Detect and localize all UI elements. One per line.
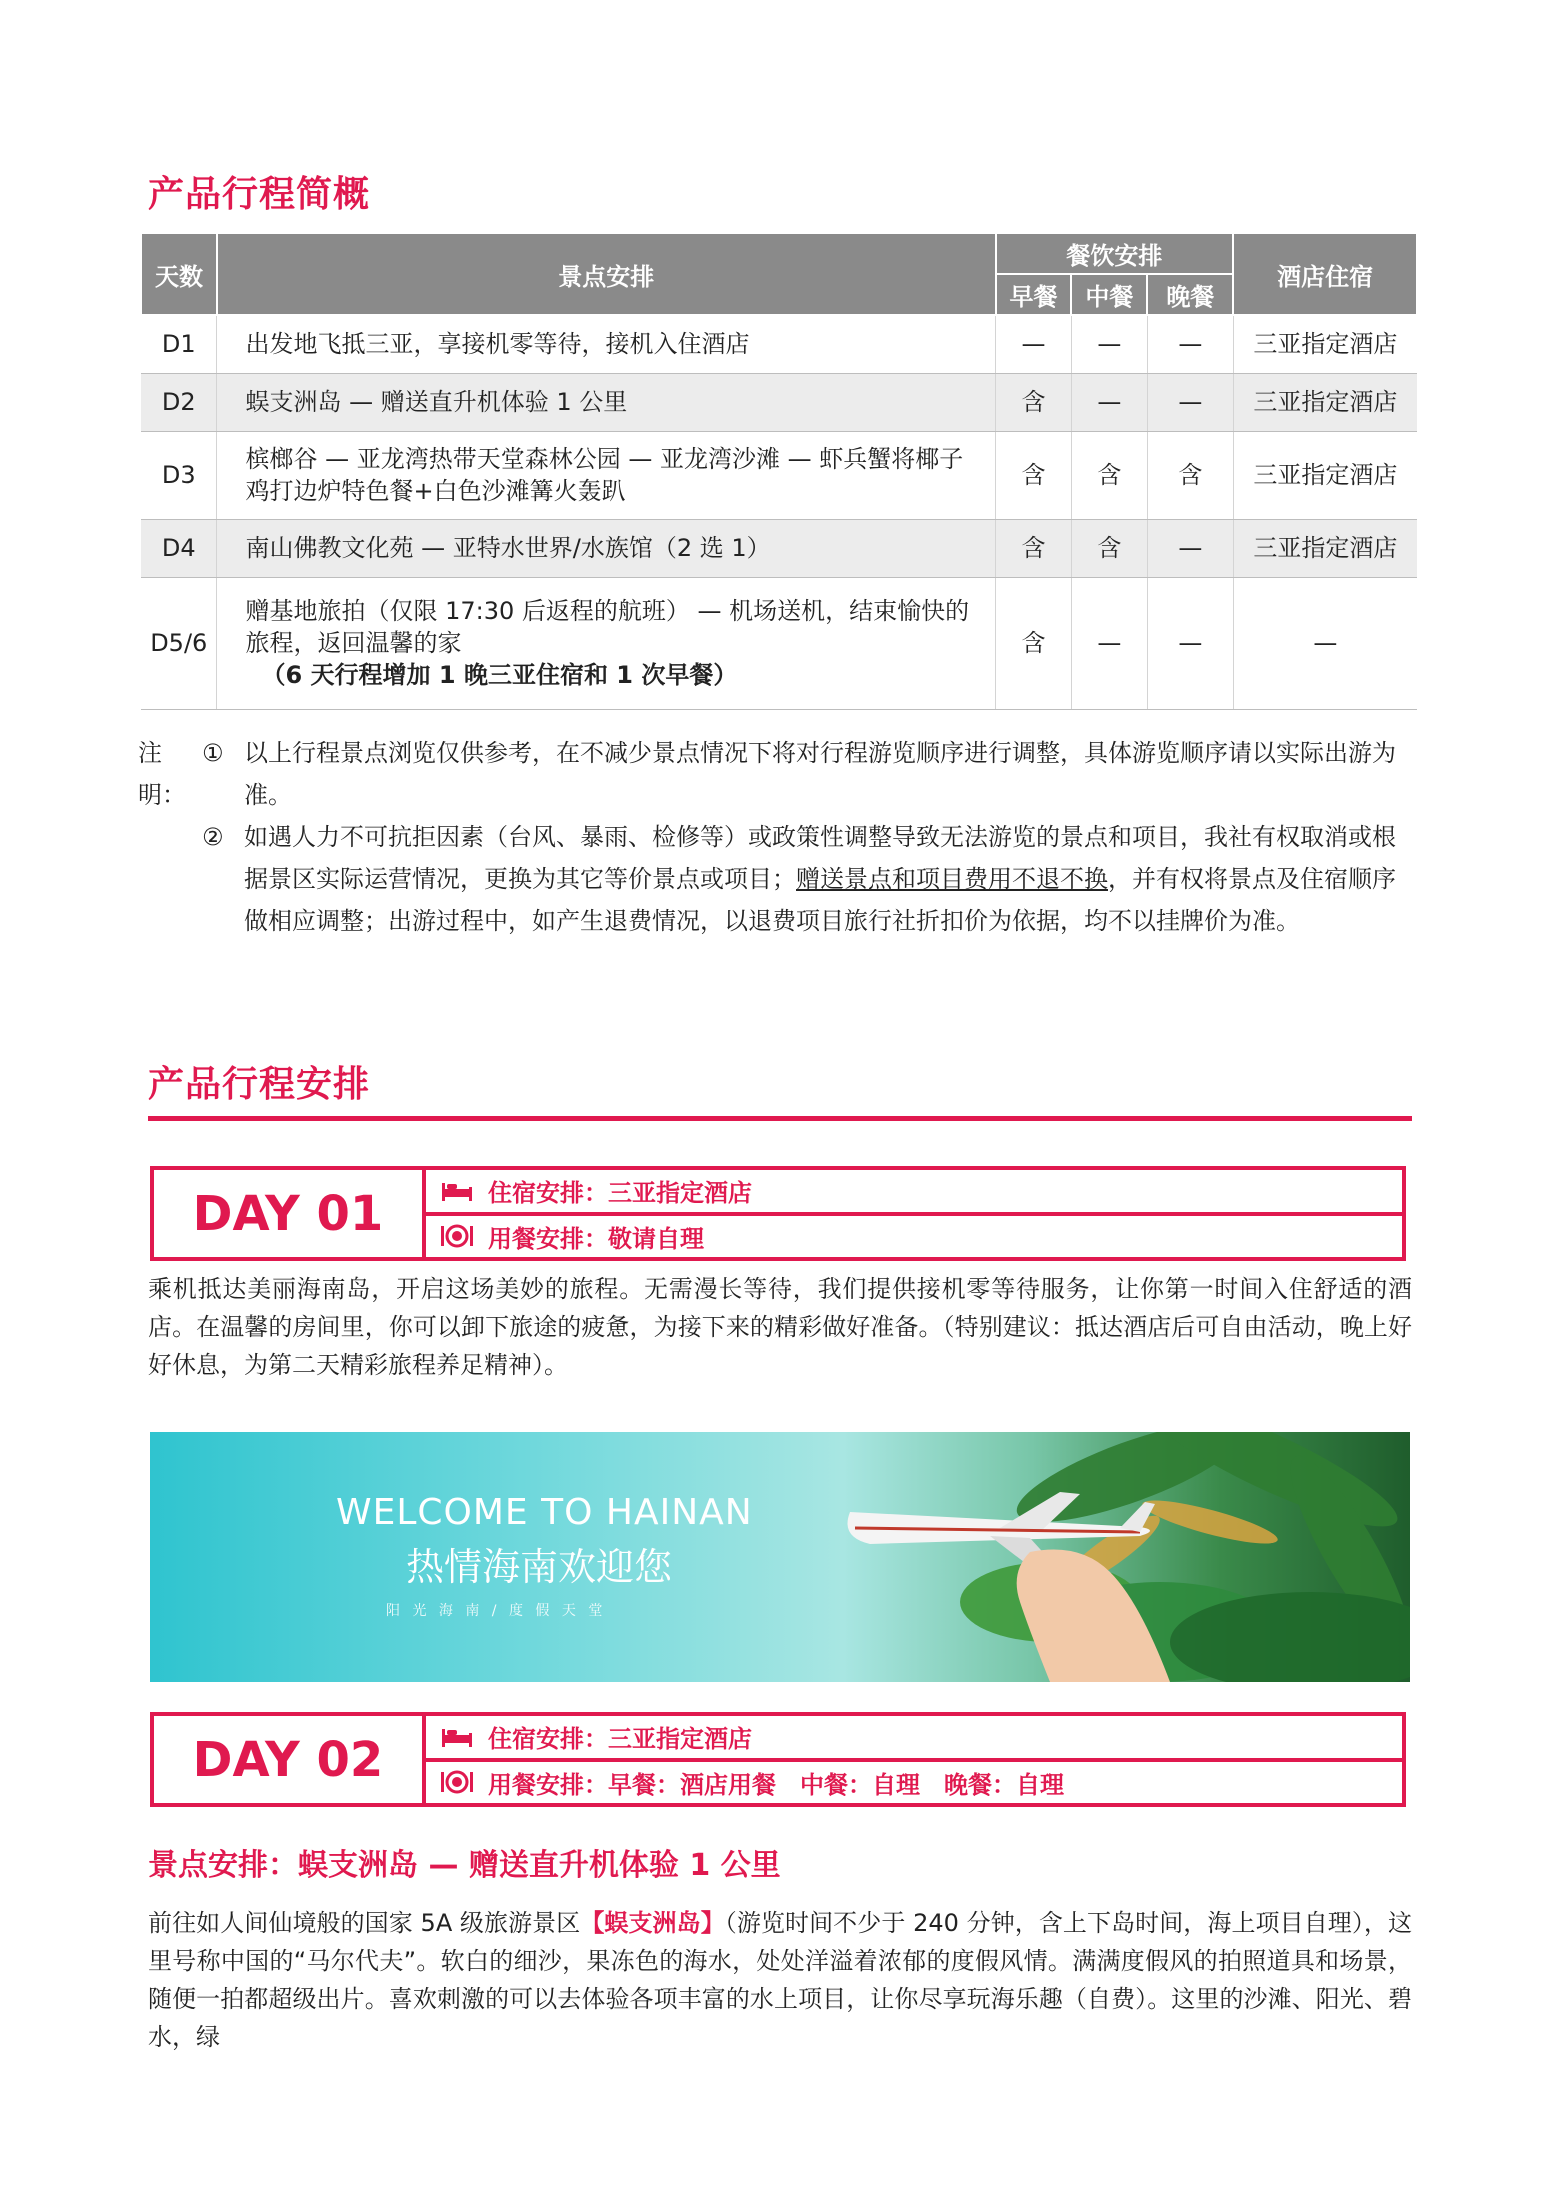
note-1-mark: ① bbox=[202, 739, 224, 767]
day2-meals: 用餐安排：早餐：酒店用餐 中餐：自理 晚餐：自理 bbox=[488, 1770, 1064, 1799]
banner-subtitle: 阳 光 海 南 / 度 假 天 堂 bbox=[386, 1603, 607, 1619]
day2-lodging: 住宿安排：三亚指定酒店 bbox=[488, 1725, 752, 1754]
day1-meals: 用餐安排：敬请自理 bbox=[488, 1224, 704, 1253]
note-1: 以上行程景点浏览仅供参考，在不减少景点情况下将对行程游览顺序进行调整，具体游览顺序请以实际出游为准。 bbox=[244, 739, 1396, 809]
banner-welcome-cn: 热情海南欢迎您 bbox=[406, 1545, 673, 1589]
day1-lodging: 住宿安排：三亚指定酒店 bbox=[488, 1179, 752, 1208]
header-breakfast: 早餐 bbox=[996, 274, 1072, 315]
dining-icon bbox=[440, 1770, 474, 1794]
table-row bbox=[141, 519, 1417, 577]
table-row bbox=[141, 577, 1417, 709]
cell-hotel: 三亚指定酒店 bbox=[1233, 431, 1417, 519]
schedule-title: 产品行程安排 bbox=[148, 1064, 371, 1105]
note-2: 如遇人力不可抗拒因素（台风、暴雨、检修等）或政策性调整导致无法游览的景点和项目，我社有权取消或根据景区实际运营情况，更换为其它等价景点或项目；赠送景点和项目费用不退不换，并有权将景点及住宿顺序做相应调整；出游过程中，如产生退费情况，以退费项目旅行社折扣价为依据，均不以挂牌价为准。 bbox=[244, 823, 1396, 935]
header-meals: 餐饮安排 bbox=[996, 233, 1234, 274]
header-route: 景点安排 bbox=[217, 233, 996, 315]
cell-hotel: 三亚指定酒店 bbox=[1233, 373, 1417, 431]
itinerary-overview-table bbox=[140, 232, 1418, 710]
cell-day: D5/6 bbox=[141, 577, 217, 709]
cell-dinner: — bbox=[1147, 519, 1233, 577]
cell-day: D3 bbox=[141, 431, 217, 519]
cell-lunch: 含 bbox=[1071, 431, 1147, 519]
cell-route: 南山佛教文化苑 — 亚特水世界/水族馆（2 选 1） bbox=[217, 519, 996, 577]
bed-icon bbox=[440, 1725, 474, 1749]
title-rule bbox=[148, 1116, 1412, 1121]
cell-breakfast: 含 bbox=[996, 431, 1072, 519]
notes-label: 注明： bbox=[138, 739, 186, 809]
cell-lunch: — bbox=[1071, 315, 1147, 373]
table-row bbox=[141, 431, 1417, 519]
cell-route: 槟榔谷 — 亚龙湾热带天堂森林公园 — 亚龙湾沙滩 — 虾兵蟹将椰子鸡打边炉特色餐+白色沙滩篝火轰趴 bbox=[217, 431, 996, 519]
day2-description: 前往如人间仙境般的国家 5A 级旅游景区【蜈支洲岛】（游览时间不少于 240 分钟，含上下岛时间，海上项目自理），这里号称中国的“马尔代夫”。软白的细沙，果冻色的海水，处处洋溢着浓郁的度假风情。满满度假风的拍照道具和场景，随便一拍都超级出片。喜欢刺激的可以去体验各项丰富的水上项目，让你尽享玩海乐趣（自费）。这里的沙滩、阳光、碧水，绿 bbox=[148, 1909, 1412, 2051]
day1-header bbox=[150, 1166, 1406, 1261]
header-day: 天数 bbox=[141, 233, 217, 315]
header-hotel: 酒店住宿 bbox=[1233, 233, 1417, 315]
route-extra: （6 天行程增加 1 晚三亚住宿和 1 次早餐） bbox=[261, 661, 738, 689]
palm-airplane-illustration bbox=[150, 1432, 1410, 1682]
route-text: 赠基地旅拍（仅限 17:30 后返程的航班） — 机场送机，结束愉快的旅程，返回温馨的家 bbox=[245, 597, 970, 657]
overview-title: 产品行程简概 bbox=[148, 174, 371, 215]
day2-header bbox=[150, 1712, 1406, 1807]
cell-dinner: — bbox=[1147, 373, 1233, 431]
day1-meals-row bbox=[426, 1212, 1402, 1258]
cell-lunch: 含 bbox=[1071, 519, 1147, 577]
cell-hotel: 三亚指定酒店 bbox=[1233, 519, 1417, 577]
day1-lodging-row bbox=[426, 1170, 1402, 1212]
cell-route: 出发地飞抵三亚，享接机零等待，接机入住酒店 bbox=[217, 315, 996, 373]
cell-route: 蜈支洲岛 — 赠送直升机体验 1 公里 bbox=[217, 373, 996, 431]
cell-hotel: 三亚指定酒店 bbox=[1233, 315, 1417, 373]
cell-dinner: 含 bbox=[1147, 431, 1233, 519]
cell-hotel: — bbox=[1233, 577, 1417, 709]
header-lunch: 中餐 bbox=[1071, 274, 1147, 315]
header-dinner: 晚餐 bbox=[1147, 274, 1233, 315]
cell-day: D4 bbox=[141, 519, 217, 577]
cell-lunch: — bbox=[1071, 373, 1147, 431]
day2-meals-row bbox=[426, 1758, 1402, 1804]
day1-label: DAY 01 bbox=[154, 1170, 426, 1257]
note-2-underlined: 赠送景点和项目费用不退不换 bbox=[796, 865, 1108, 893]
cell-day: D2 bbox=[141, 373, 217, 431]
cell-breakfast: — bbox=[996, 315, 1072, 373]
cell-breakfast: 含 bbox=[996, 519, 1072, 577]
dining-icon bbox=[440, 1224, 474, 1248]
day1-description: 乘机抵达美丽海南岛，开启这场美妙的旅程。无需漫长等待，我们提供接机零等待服务，让你第一时间入住舒适的酒店。在温馨的房间里，你可以卸下旅途的疲惫，为接下来的精彩做好准备。（特别建议：抵达酒店后可自由活动，晚上好好休息，为第二天精彩旅程养足精神）。 bbox=[148, 1275, 1412, 1379]
day2-highlight: 【蜈支洲岛】 bbox=[580, 1909, 725, 1937]
table-row bbox=[141, 315, 1417, 373]
cell-day: D1 bbox=[141, 315, 217, 373]
table-row bbox=[141, 373, 1417, 431]
cell-breakfast: 含 bbox=[996, 373, 1072, 431]
day2-lodging-row bbox=[426, 1716, 1402, 1758]
notes bbox=[138, 732, 1418, 942]
banner-welcome-en: WELCOME TO HAINAN bbox=[336, 1492, 753, 1533]
cell-route bbox=[217, 577, 996, 709]
note-2-mark: ② bbox=[202, 823, 224, 851]
cell-dinner: — bbox=[1147, 315, 1233, 373]
cell-lunch: — bbox=[1071, 577, 1147, 709]
cell-dinner: — bbox=[1147, 577, 1233, 709]
day2-spot-title: 景点安排：蜈支洲岛 — 赠送直升机体验 1 公里 bbox=[148, 1848, 781, 1883]
bed-icon bbox=[440, 1179, 474, 1203]
day2-label: DAY 02 bbox=[154, 1716, 426, 1803]
welcome-hainan-banner bbox=[150, 1432, 1410, 1682]
cell-breakfast: 含 bbox=[996, 577, 1072, 709]
